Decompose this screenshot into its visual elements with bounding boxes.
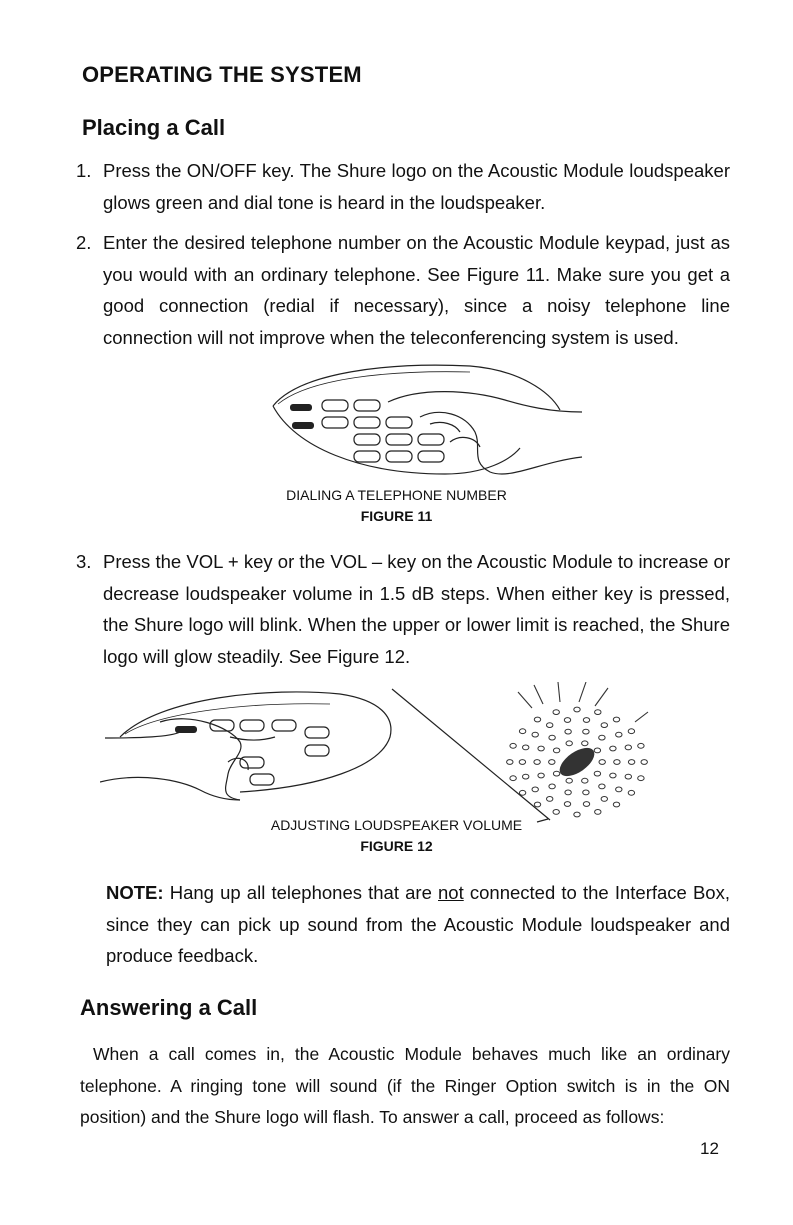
speaker-hole xyxy=(582,741,588,746)
speaker-hole xyxy=(616,732,622,737)
speaker-hole xyxy=(599,760,605,765)
speaker-hole xyxy=(614,760,620,765)
step-2 xyxy=(76,227,730,353)
note-underlined-word: not xyxy=(438,882,464,903)
section-heading-answering-call: Answering a Call xyxy=(80,995,258,1020)
note-text-before: Hang up all telephones that are xyxy=(163,882,439,903)
speaker-hole xyxy=(564,802,570,807)
speaker-hole xyxy=(616,787,622,792)
speaker-hole xyxy=(553,710,559,715)
speaker-hole xyxy=(553,771,559,776)
speaker-hole xyxy=(510,776,516,781)
step-text: Press the VOL + key or the VOL – key on the Acoustic Module to increase or decrease loudspeaker volume in 1.5 dB steps. When either key is pressed, the Shure logo will blink. When the upper or lower limit is reached, the Shure logo will glow steadily. See Figure 12. xyxy=(103,551,730,667)
figure-12-label: FIGURE 12 xyxy=(360,838,433,854)
speaker-hole xyxy=(553,810,559,815)
speaker-hole xyxy=(549,735,555,740)
speaker-hole xyxy=(549,760,555,765)
note-text-after: connected to the Interface Box, since they can pick up sound from the Acoustic Module loudspeaker and produce feedback. xyxy=(106,882,730,966)
speaker-hole xyxy=(532,787,538,792)
figure-12-caption: ADJUSTING LOUDSPEAKER VOLUME xyxy=(270,817,523,833)
speaker-hole xyxy=(594,748,600,753)
speaker-hole xyxy=(534,717,540,722)
speaker-hole xyxy=(510,743,516,748)
page-title: OPERATING THE SYSTEM xyxy=(82,62,362,87)
speaker-hole xyxy=(583,718,589,723)
speaker-hole xyxy=(583,729,589,734)
step-text: Press the ON/OFF key. The Shure logo on the Acoustic Module loudspeaker glows green and dial tone is heard in the loudspeaker. xyxy=(103,160,730,213)
speaker-hole xyxy=(564,718,570,723)
speaker-hole xyxy=(566,741,572,746)
speaker-hole xyxy=(534,760,540,765)
speaker-hole xyxy=(566,778,572,783)
speaker-hole xyxy=(625,774,631,779)
speaker-hole xyxy=(519,760,525,765)
speaker-hole xyxy=(583,790,589,795)
step-1 xyxy=(76,155,730,218)
step-text: Enter the desired telephone number on the Acoustic Module keypad, just as you would with an ordinary telephone. See Figure 11. Make sure you get a good connection (redial if necessary), since a noisy telephone line connection will not improve when the teleconferencing system is used. xyxy=(103,232,730,348)
speaker-hole xyxy=(638,743,644,748)
speaker-hole xyxy=(610,773,616,778)
speaker-hole xyxy=(547,797,553,802)
figure-11-keypad-illustration xyxy=(270,362,590,492)
speaker-hole xyxy=(547,723,553,728)
speaker-hole xyxy=(565,790,571,795)
speaker-hole xyxy=(601,723,607,728)
speaker-hole xyxy=(549,784,555,789)
section-heading-placing-call: Placing a Call xyxy=(82,115,226,140)
speaker-hole xyxy=(613,802,619,807)
speaker-hole xyxy=(599,784,605,789)
speaker-hole xyxy=(595,710,601,715)
speaker-hole xyxy=(574,707,580,712)
speaker-hole xyxy=(534,802,540,807)
speaker-hole xyxy=(538,746,544,751)
step-number: 3. xyxy=(76,551,92,572)
figure-11-label: FIGURE 11 xyxy=(360,508,433,524)
speaker-hole xyxy=(519,729,525,734)
speaker-hole xyxy=(583,802,589,807)
speaker-hole xyxy=(613,717,619,722)
note-label: NOTE: xyxy=(106,882,164,903)
speaker-hole xyxy=(553,748,559,753)
speaker-hole xyxy=(595,810,601,815)
step-number: 2. xyxy=(76,232,92,253)
speaker-hole xyxy=(610,746,616,751)
speaker-hole xyxy=(507,760,513,765)
figure-11-caption: DIALING A TELEPHONE NUMBER xyxy=(286,487,507,503)
speaker-hole xyxy=(599,735,605,740)
speaker-hole xyxy=(628,760,634,765)
speaker-hole xyxy=(523,774,529,779)
page-number: 12 xyxy=(700,1139,719,1158)
speaker-hole xyxy=(519,790,525,795)
figure-12-volume-illustration xyxy=(100,682,700,832)
step-3 xyxy=(76,546,730,672)
speaker-hole xyxy=(523,745,529,750)
speaker-hole xyxy=(638,776,644,781)
speaker-hole xyxy=(582,778,588,783)
step-number: 1. xyxy=(76,160,92,181)
speaker-hole xyxy=(625,745,631,750)
speaker-hole xyxy=(538,773,544,778)
answer-paragraph: When a call comes in, the Acoustic Module behaves much like an ordinary telephone. A ringing tone will sound (if the Ringer Option switch is in the ON position) and the Shure logo will flash. To answer a call, proceed as follows: xyxy=(80,1044,730,1127)
speaker-hole xyxy=(628,729,634,734)
speaker-hole xyxy=(628,790,634,795)
speaker-hole xyxy=(532,732,538,737)
speaker-hole xyxy=(601,797,607,802)
speaker-hole xyxy=(594,771,600,776)
speaker-hole xyxy=(565,729,571,734)
speaker-hole xyxy=(641,760,647,765)
note-paragraph xyxy=(106,877,730,972)
